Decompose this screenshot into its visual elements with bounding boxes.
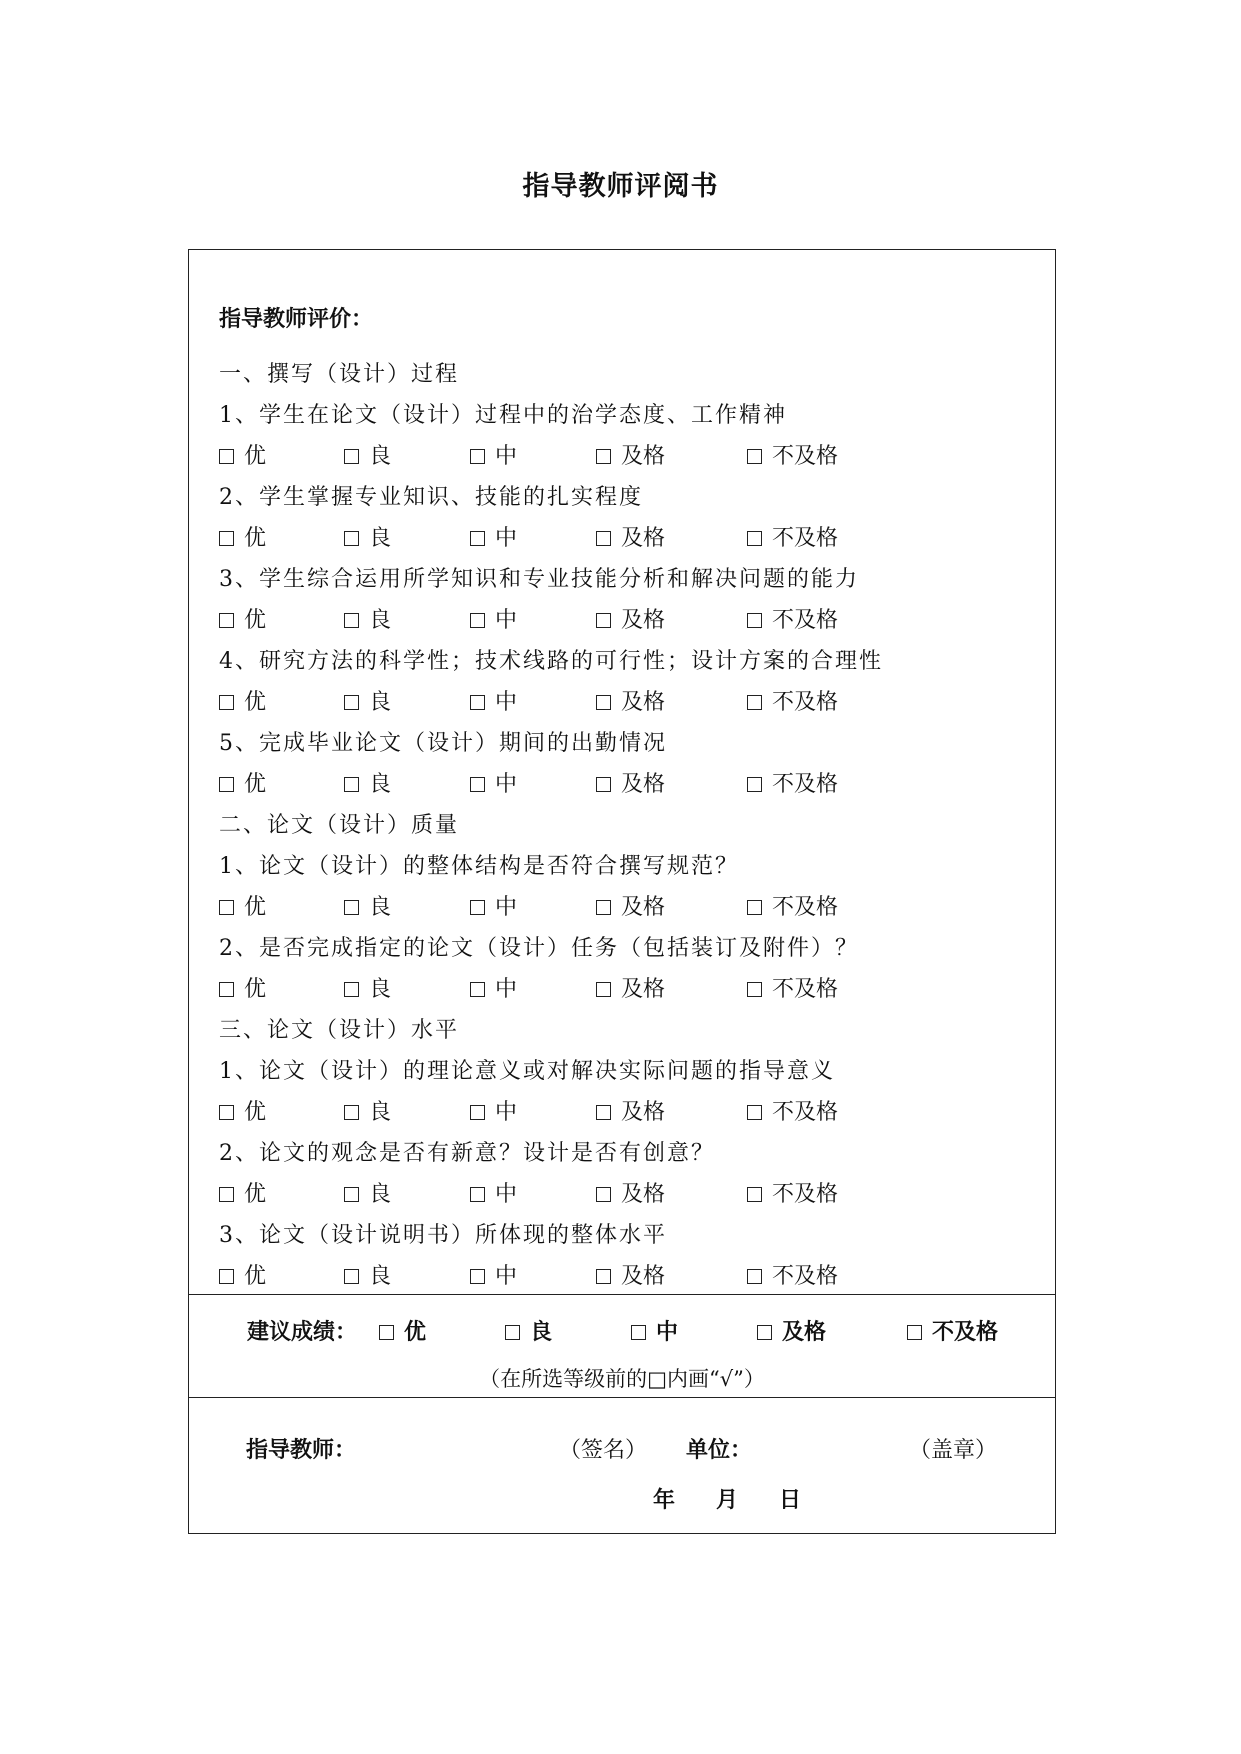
instruction-note: （在所选等级前的□内画“√”） — [479, 1367, 765, 1391]
grade-option-label: 中 — [495, 977, 518, 1002]
grade-option-label: 优 — [244, 772, 267, 797]
section-heading: 一、撰写（设计）过程 — [219, 362, 460, 387]
grade-option[interactable] — [747, 439, 838, 470]
grade-option-label: 良 — [369, 1182, 392, 1207]
checkbox-icon[interactable] — [379, 1325, 394, 1340]
grade-option[interactable] — [747, 685, 838, 716]
grade-option-label: 中 — [495, 1100, 518, 1125]
checkbox-icon[interactable] — [219, 777, 234, 792]
checkbox-icon[interactable] — [470, 1105, 485, 1120]
date-day: 日 — [779, 1488, 802, 1513]
checkbox-icon[interactable] — [470, 1187, 485, 1202]
grade-option[interactable] — [747, 603, 838, 634]
checkbox-icon[interactable] — [505, 1325, 520, 1340]
grade-option-label: 优 — [244, 977, 267, 1002]
checkbox-icon[interactable] — [596, 531, 611, 546]
checkbox-icon[interactable] — [344, 1269, 359, 1284]
grade-option[interactable] — [344, 890, 391, 921]
grade-option[interactable] — [470, 685, 517, 716]
checkbox-icon[interactable] — [344, 695, 359, 710]
checkbox-icon[interactable] — [470, 777, 485, 792]
grade-option[interactable] — [219, 972, 266, 1003]
date-year: 年 — [653, 1488, 676, 1513]
grade-option[interactable] — [344, 1259, 391, 1290]
checkbox-icon[interactable] — [747, 531, 762, 546]
checkbox-icon[interactable] — [747, 695, 762, 710]
checkbox-icon[interactable] — [747, 900, 762, 915]
checkbox-icon[interactable] — [344, 1187, 359, 1202]
checkbox-icon[interactable] — [470, 695, 485, 710]
checkbox-icon[interactable] — [344, 449, 359, 464]
grade-option[interactable] — [470, 603, 517, 634]
grade-option[interactable] — [219, 603, 266, 634]
grade-option-label: 及格 — [621, 895, 666, 920]
suggested-grade-label: 建议成绩： — [247, 1320, 358, 1345]
grade-option[interactable] — [470, 521, 517, 552]
criterion-text: 1、论文（设计）的理论意义或对解决实际问题的指导意义 — [219, 1059, 835, 1084]
grade-option[interactable] — [470, 1095, 517, 1126]
grade-option-label: 及格 — [621, 772, 666, 797]
grade-option[interactable] — [219, 1259, 266, 1290]
checkbox-icon[interactable] — [470, 613, 485, 628]
checkbox-icon[interactable] — [747, 613, 762, 628]
grade-option-label: 良 — [369, 690, 392, 715]
checkbox-icon[interactable] — [344, 613, 359, 628]
criterion-text: 3、学生综合运用所学知识和专业技能分析和解决问题的能力 — [219, 567, 859, 592]
criterion-text: 2、是否完成指定的论文（设计）任务（包括装订及附件）？ — [219, 936, 859, 961]
checkbox-icon[interactable] — [596, 449, 611, 464]
suggested-grade-option[interactable] — [757, 1315, 826, 1346]
checkbox-icon[interactable] — [747, 982, 762, 997]
checkbox-icon[interactable] — [344, 900, 359, 915]
criterion-text: 1、论文（设计）的整体结构是否符合撰写规范？ — [219, 854, 739, 879]
grade-option[interactable] — [596, 1095, 665, 1126]
evaluation-section — [189, 250, 1055, 1295]
grade-option-label: 及格 — [782, 1320, 827, 1345]
grade-option[interactable] — [596, 521, 665, 552]
checkbox-icon[interactable] — [631, 1325, 646, 1340]
grade-option-label: 中 — [495, 444, 518, 469]
grade-option-label: 优 — [244, 690, 267, 715]
checkbox-icon[interactable] — [596, 1269, 611, 1284]
grade-option[interactable] — [344, 603, 391, 634]
grade-option-label: 不及格 — [772, 444, 839, 469]
grade-option-label: 中 — [495, 690, 518, 715]
grade-option-label: 及格 — [621, 1182, 666, 1207]
criterion-text: 2、论文的观念是否有新意？设计是否有创意？ — [219, 1141, 715, 1166]
grade-option-label: 良 — [369, 526, 392, 551]
grade-option-label: 优 — [244, 895, 267, 920]
grade-option[interactable] — [747, 1259, 838, 1290]
criterion-text: 4、研究方法的科学性；技术线路的可行性；设计方案的合理性 — [219, 649, 883, 674]
grade-option-label: 不及格 — [772, 895, 839, 920]
checkbox-icon[interactable] — [470, 900, 485, 915]
grade-option[interactable] — [470, 439, 517, 470]
checkbox-icon[interactable] — [219, 1187, 234, 1202]
grade-option-label: 不及格 — [772, 1100, 839, 1125]
grade-option-label: 不及格 — [772, 977, 839, 1002]
grade-option[interactable] — [344, 439, 391, 470]
date-month: 月 — [716, 1488, 739, 1513]
checkbox-icon[interactable] — [747, 1105, 762, 1120]
grade-option[interactable] — [747, 521, 838, 552]
grade-option-label: 优 — [244, 608, 267, 633]
grade-option[interactable] — [747, 972, 838, 1003]
grade-option-label: 优 — [244, 1100, 267, 1125]
grade-option-label: 及格 — [621, 690, 666, 715]
grade-option-label: 良 — [369, 895, 392, 920]
checkbox-icon[interactable] — [470, 531, 485, 546]
checkbox-icon[interactable] — [344, 1105, 359, 1120]
grade-option-label: 不及格 — [772, 1182, 839, 1207]
grade-option-label: 优 — [244, 1264, 267, 1289]
checkbox-icon[interactable] — [907, 1325, 922, 1340]
grade-option-label: 良 — [369, 444, 392, 469]
checkbox-icon[interactable] — [596, 777, 611, 792]
checkbox-icon[interactable] — [219, 900, 234, 915]
grade-option-label: 中 — [656, 1320, 679, 1345]
grade-option[interactable] — [596, 890, 665, 921]
grade-option[interactable] — [747, 767, 838, 798]
grade-option-label: 不及格 — [772, 1264, 839, 1289]
grade-option[interactable] — [596, 767, 665, 798]
grade-option-label: 良 — [369, 977, 392, 1002]
grade-option-label: 中 — [495, 772, 518, 797]
grade-option-label: 良 — [369, 1100, 392, 1125]
criterion-text: 2、学生掌握专业知识、技能的扎实程度 — [219, 485, 643, 510]
grade-option[interactable] — [596, 603, 665, 634]
grade-option-label: 不及格 — [932, 1320, 999, 1345]
grade-option[interactable] — [470, 1177, 517, 1208]
checkbox-icon[interactable] — [344, 777, 359, 792]
grade-option-label: 不及格 — [772, 526, 839, 551]
unit-label: 单位： — [686, 1438, 753, 1463]
grade-option-label: 中 — [495, 608, 518, 633]
grade-option-label: 及格 — [621, 977, 666, 1002]
checkbox-icon[interactable] — [596, 900, 611, 915]
grade-option-label: 优 — [244, 1182, 267, 1207]
advisor-label: 指导教师： — [246, 1438, 357, 1463]
grade-option-label: 良 — [369, 608, 392, 633]
grade-option-label: 及格 — [621, 444, 666, 469]
grade-option[interactable] — [470, 1259, 517, 1290]
grade-option[interactable] — [596, 972, 665, 1003]
checkbox-icon[interactable] — [219, 695, 234, 710]
grade-option[interactable] — [470, 890, 517, 921]
grade-option[interactable] — [219, 767, 266, 798]
grade-option[interactable] — [470, 767, 517, 798]
grade-option-label: 中 — [495, 526, 518, 551]
grade-option-label: 优 — [244, 526, 267, 551]
grade-option-label: 及格 — [621, 1100, 666, 1125]
grade-option[interactable] — [747, 1177, 838, 1208]
checkbox-icon[interactable] — [219, 613, 234, 628]
checkbox-icon[interactable] — [596, 613, 611, 628]
suggested-grade-section — [189, 1295, 1055, 1398]
checkbox-icon[interactable] — [757, 1325, 772, 1340]
grade-option-label: 不及格 — [772, 608, 839, 633]
criterion-text: 3、论文（设计说明书）所体现的整体水平 — [219, 1223, 667, 1248]
grade-option[interactable] — [219, 439, 266, 470]
checkbox-icon[interactable] — [747, 1187, 762, 1202]
checkbox-icon[interactable] — [219, 982, 234, 997]
evaluation-heading: 指导教师评价： — [219, 307, 374, 332]
grade-option[interactable] — [596, 439, 665, 470]
checkbox-icon[interactable] — [219, 1269, 234, 1284]
checkbox-icon[interactable] — [747, 1269, 762, 1284]
checkbox-icon[interactable] — [470, 1269, 485, 1284]
evaluation-form — [188, 249, 1056, 1534]
grade-option[interactable] — [747, 890, 838, 921]
grade-option[interactable] — [219, 521, 266, 552]
section-heading: 三、论文（设计）水平 — [219, 1018, 460, 1043]
grade-option-label: 中 — [495, 1264, 518, 1289]
suggested-grade-option[interactable] — [505, 1315, 552, 1346]
checkbox-icon[interactable] — [596, 1105, 611, 1120]
grade-option[interactable] — [219, 1177, 266, 1208]
checkbox-icon[interactable] — [219, 531, 234, 546]
grade-option[interactable] — [344, 685, 391, 716]
criterion-text: 5、完成毕业论文（设计）期间的出勤情况 — [219, 731, 667, 756]
grade-option-label: 良 — [369, 1264, 392, 1289]
grade-option[interactable] — [596, 685, 665, 716]
grade-option[interactable] — [219, 890, 266, 921]
grade-option[interactable] — [596, 1177, 665, 1208]
grade-option-label: 中 — [495, 1182, 518, 1207]
grade-option-label: 优 — [404, 1320, 427, 1345]
checkbox-icon[interactable] — [344, 531, 359, 546]
grade-option-label: 优 — [244, 444, 267, 469]
criterion-text: 1、学生在论文（设计）过程中的治学态度、工作精神 — [219, 403, 787, 428]
grade-option[interactable] — [344, 521, 391, 552]
grade-option[interactable] — [747, 1095, 838, 1126]
seal-label: （盖章） — [909, 1438, 998, 1463]
checkbox-icon[interactable] — [747, 449, 762, 464]
checkbox-icon[interactable] — [219, 449, 234, 464]
grade-option[interactable] — [219, 685, 266, 716]
grade-option-label: 中 — [495, 895, 518, 920]
checkbox-icon[interactable] — [747, 777, 762, 792]
grade-option[interactable] — [470, 972, 517, 1003]
grade-option-label: 及格 — [621, 1264, 666, 1289]
grade-option[interactable] — [344, 972, 391, 1003]
grade-option-label: 不及格 — [772, 690, 839, 715]
grade-option-label: 良 — [530, 1320, 553, 1345]
checkbox-icon[interactable] — [596, 982, 611, 997]
signature-section — [189, 1398, 1055, 1535]
suggested-grade-option[interactable] — [907, 1315, 998, 1346]
suggested-grade-option[interactable] — [379, 1315, 426, 1346]
grade-option[interactable] — [344, 1177, 391, 1208]
grade-option[interactable] — [596, 1259, 665, 1290]
page-title: 指导教师评阅书 — [522, 171, 719, 202]
grade-option-label: 良 — [369, 772, 392, 797]
suggested-grade-option[interactable] — [631, 1315, 678, 1346]
section-heading: 二、论文（设计）质量 — [219, 813, 460, 838]
checkbox-icon[interactable] — [219, 1105, 234, 1120]
checkbox-icon[interactable] — [470, 449, 485, 464]
grade-option[interactable] — [344, 767, 391, 798]
grade-option-label: 不及格 — [772, 772, 839, 797]
grade-option-label: 及格 — [621, 608, 666, 633]
checkbox-icon[interactable] — [344, 982, 359, 997]
signature-label: （签名） — [559, 1438, 648, 1463]
grade-option[interactable] — [344, 1095, 391, 1126]
checkbox-icon[interactable] — [596, 695, 611, 710]
grade-option-label: 及格 — [621, 526, 666, 551]
grade-option[interactable] — [219, 1095, 266, 1126]
checkbox-icon[interactable] — [470, 982, 485, 997]
checkbox-icon[interactable] — [596, 1187, 611, 1202]
